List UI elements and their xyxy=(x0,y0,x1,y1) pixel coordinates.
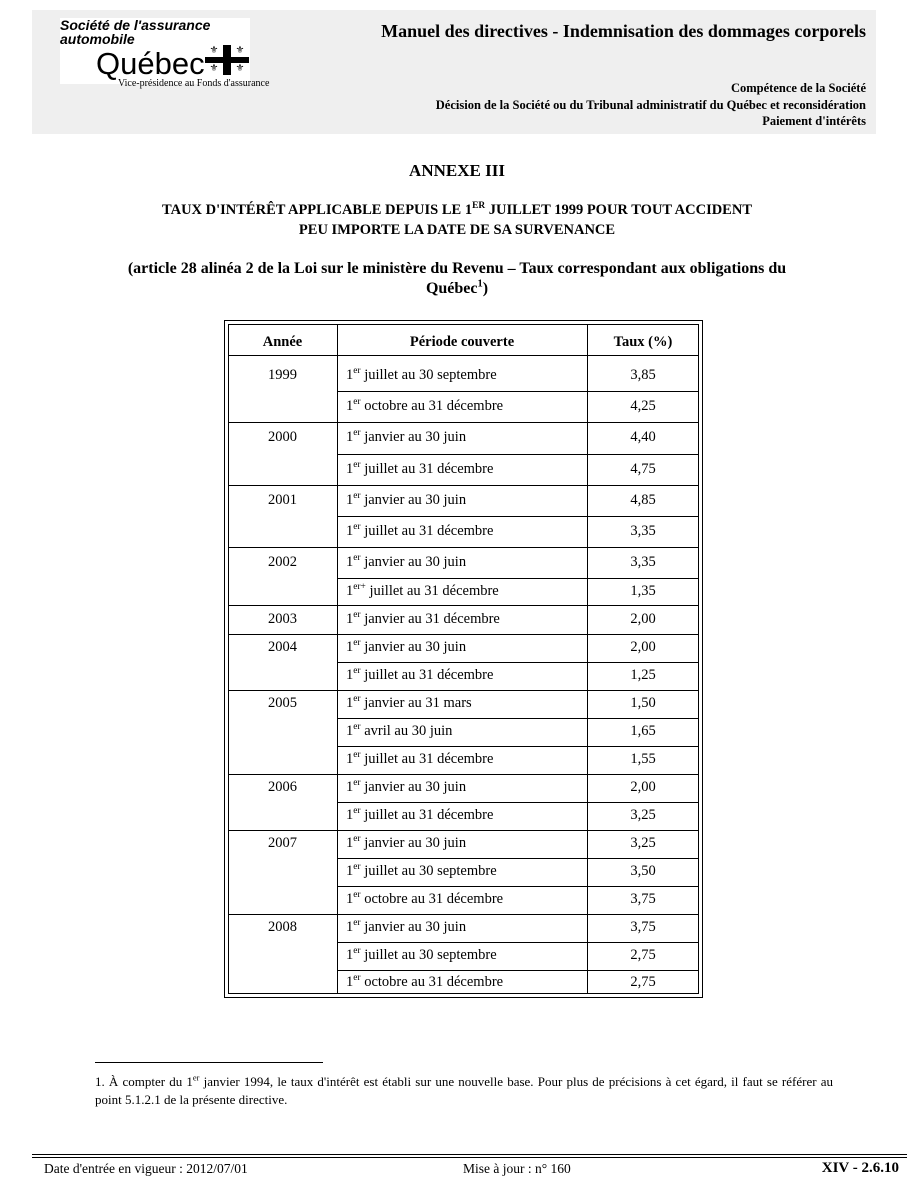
rate-cell: 3,85 xyxy=(630,367,656,383)
period-cell: 1er octobre au 31 décembre xyxy=(346,890,504,907)
rate-cell: 4,75 xyxy=(630,461,656,477)
period-cell: 1er janvier au 30 juin xyxy=(346,638,467,655)
period-cell: 1er avril au 30 juin xyxy=(346,722,453,739)
year-group-divider xyxy=(228,547,699,548)
period-cell: 1er juillet au 30 septembre xyxy=(346,366,497,383)
rate-cell: 1,65 xyxy=(630,723,656,739)
row-divider xyxy=(337,858,699,859)
row-divider xyxy=(337,454,699,455)
rate-cell: 3,35 xyxy=(630,523,656,539)
row-divider xyxy=(337,578,699,579)
year-cell: 2007 xyxy=(268,835,297,851)
period-cell: 1er janvier au 31 décembre xyxy=(346,610,500,627)
column-header-rate: Taux (%) xyxy=(613,334,673,350)
rate-cell: 2,00 xyxy=(630,779,656,795)
rate-cell: 1,35 xyxy=(630,583,656,599)
rate-cell: 4,25 xyxy=(630,398,656,414)
update-number: Mise à jour : n° 160 xyxy=(463,1161,571,1176)
section-line-3: Paiement d'intérêts xyxy=(762,114,866,128)
period-cell: 1er juillet au 30 septembre xyxy=(346,862,497,879)
period-cell: 1er janvier au 30 juin xyxy=(346,428,467,445)
rate-cell: 3,35 xyxy=(630,554,656,570)
period-cell: 1er juillet au 31 décembre xyxy=(346,806,494,823)
year-cell: 2003 xyxy=(268,611,297,627)
rate-cell: 3,25 xyxy=(630,807,656,823)
year-group-divider xyxy=(228,690,699,691)
footnote-rule xyxy=(95,1062,323,1063)
footnote: 1. À compter du 1er janvier 1994, le taux d'intérêt est établi sur une nouvelle base. Pour plus de précisions à cet égard, il faut se référer au point 5.1.2.1 de la présente directive. xyxy=(95,1072,833,1107)
period-cell: 1er juillet au 31 décembre xyxy=(346,460,494,477)
year-cell: 2001 xyxy=(268,492,297,508)
article-reference: (article 28 alinéa 2 de la Loi sur le ministère du Revenu – Taux correspondant aux obligations du Québec$^1$) xyxy=(127,260,787,297)
rate-cell: 2,75 xyxy=(630,974,656,990)
column-header-period: Période couverte xyxy=(409,334,515,350)
manual-title: Manuel des directives - Indemnisation des dommages corporels xyxy=(381,21,866,41)
period-cell: 1er janvier au 30 juin xyxy=(346,778,467,795)
period-cell: 1er octobre au 31 décembre xyxy=(346,397,504,414)
row-divider xyxy=(337,802,699,803)
row-divider xyxy=(337,970,699,971)
period-cell: 1er janvier au 30 juin xyxy=(346,918,467,935)
period-cell: 1er janvier au 30 juin xyxy=(346,834,467,851)
period-cell: 1er juillet au 31 décembre xyxy=(346,750,494,767)
rate-cell: 2,00 xyxy=(630,611,656,627)
year-group-divider xyxy=(228,485,699,486)
rate-cell: 4,40 xyxy=(630,429,656,445)
period-cell: 1er juillet au 30 septembre xyxy=(346,946,497,963)
effective-date: Date d'entrée en vigueur : 2012/07/01 xyxy=(44,1161,248,1176)
year-group-divider xyxy=(228,774,699,775)
year-cell: 2005 xyxy=(268,695,297,711)
row-divider xyxy=(337,718,699,719)
saaq-logo xyxy=(60,18,250,84)
footer-rule xyxy=(32,1157,907,1158)
row-divider xyxy=(337,746,699,747)
year-group-divider xyxy=(228,914,699,915)
rate-cell: 3,25 xyxy=(630,835,656,851)
year-cell: 2002 xyxy=(268,554,297,570)
year-group-divider xyxy=(228,422,699,423)
year-cell: 2000 xyxy=(268,429,297,445)
period-cell: 1er juillet au 31 décembre xyxy=(346,522,494,539)
period-cell: 1er juillet au 31 décembre xyxy=(346,666,494,683)
rate-cell: 4,85 xyxy=(630,492,656,508)
rate-cell: 3,50 xyxy=(630,863,656,879)
section-line-1: Compétence de la Société xyxy=(730,81,866,95)
annexe-title: ANNEXE III xyxy=(409,161,505,180)
year-cell: 2004 xyxy=(268,639,297,655)
logo-org-name: Société de l'assurance automobile xyxy=(60,17,211,47)
table-column-divider xyxy=(337,324,338,994)
rate-cell: 3,75 xyxy=(630,891,656,907)
section-line-2: Décision de la Société ou du Tribunal administratif du Québec et reconsidération xyxy=(435,98,866,112)
period-cell: 1er octobre au 31 décembre xyxy=(346,973,504,990)
year-group-divider xyxy=(228,634,699,635)
row-divider xyxy=(337,516,699,517)
rate-cell: 3,75 xyxy=(630,919,656,935)
period-cell: 1er janvier au 31 mars xyxy=(346,694,472,711)
column-header-year: Année xyxy=(262,334,303,350)
period-cell: 1er janvier au 30 juin xyxy=(346,491,467,508)
footer-rule xyxy=(32,1154,907,1155)
year-group-divider xyxy=(228,605,699,606)
document-subtitle: TAUX D'INTÉRÊT APPLICABLE DEPUIS LE 1ER JUILLET 1999 POUR TOUT ACCIDENT PEU IMPORTE LA DATE DE SA SURVENANCE xyxy=(162,201,752,238)
rate-cell: 1,55 xyxy=(630,751,656,767)
row-divider xyxy=(337,391,699,392)
year-group-divider xyxy=(228,830,699,831)
page-reference: XIV - 2.6.10 xyxy=(821,1160,899,1176)
year-cell: 1999 xyxy=(268,367,297,383)
row-divider xyxy=(337,662,699,663)
rate-cell: 2,75 xyxy=(630,947,656,963)
rate-cell: 1,50 xyxy=(630,695,656,711)
period-cell: 1er janvier au 30 juin xyxy=(346,553,467,570)
vice-presidency-label: Vice-présidence au Fonds d'assurance xyxy=(118,78,270,89)
rate-cell: 1,25 xyxy=(630,667,656,683)
year-cell: 2006 xyxy=(268,779,297,795)
table-header-rule xyxy=(228,355,699,356)
logo-quebec-wordmark: Québec xyxy=(96,46,205,81)
quebec-flag-icon: ⚜ ⚜ ⚜ ⚜ xyxy=(205,45,249,75)
page-header xyxy=(32,10,876,134)
rate-cell: 2,00 xyxy=(630,639,656,655)
row-divider xyxy=(337,886,699,887)
year-cell: 2008 xyxy=(268,919,297,935)
period-cell: $1^{er+}$ juillet au 31 décembre xyxy=(346,582,499,599)
row-divider xyxy=(337,942,699,943)
